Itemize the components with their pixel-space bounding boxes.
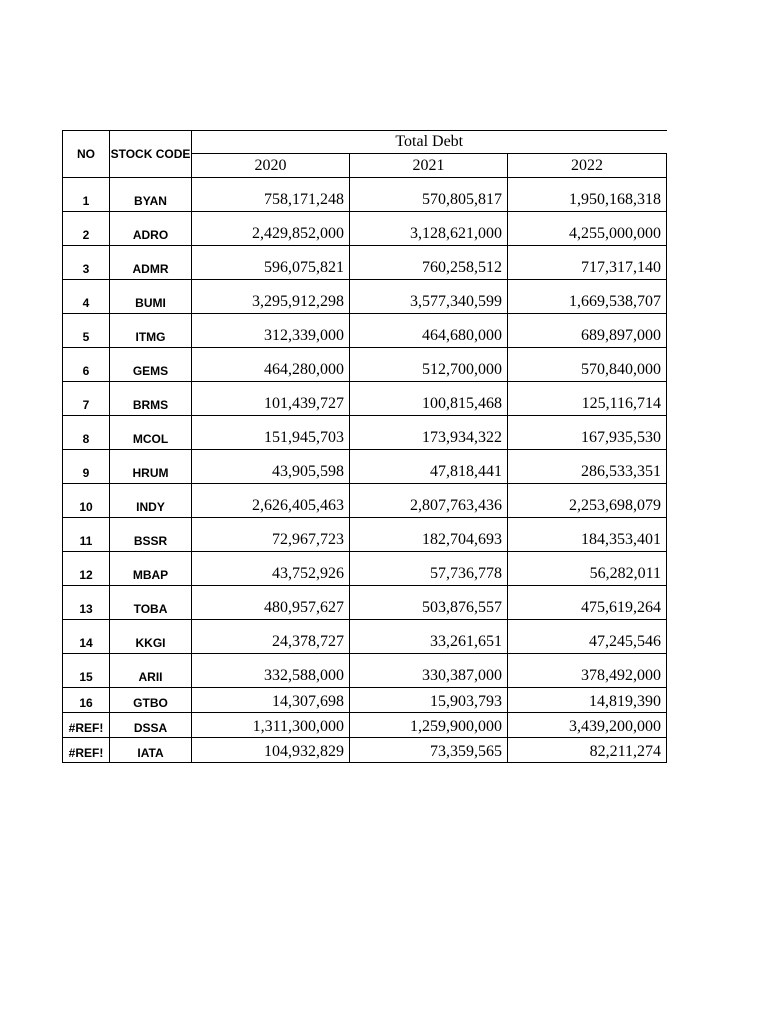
cell-2020: 104,932,829	[192, 738, 350, 763]
cell-stock-code: BYAN	[110, 178, 192, 212]
cell-stock-code: GTBO	[110, 688, 192, 713]
cell-2021: 57,736,778	[350, 552, 508, 586]
cell-2021: 33,261,651	[350, 620, 508, 654]
cell-2020: 2,429,852,000	[192, 212, 350, 246]
cell-2020: 151,945,703	[192, 416, 350, 450]
cell-2022: 717,317,140	[508, 246, 667, 280]
cell-2022: 14,819,390	[508, 688, 667, 713]
cell-2022: 570,840,000	[508, 348, 667, 382]
cell-no: 4	[63, 280, 110, 314]
cell-no: #REF!	[63, 713, 110, 738]
table-row	[63, 212, 667, 246]
cell-2022: 4,255,000,000	[508, 212, 667, 246]
cell-2020: 24,378,727	[192, 620, 350, 654]
cell-stock-code: ADRO	[110, 212, 192, 246]
cell-stock-code: IATA	[110, 738, 192, 763]
cell-2020: 43,752,926	[192, 552, 350, 586]
table-row	[63, 382, 667, 416]
cell-2022: 56,282,011	[508, 552, 667, 586]
table-row	[63, 620, 667, 654]
cell-no: 7	[63, 382, 110, 416]
cell-2022: 1,950,168,318	[508, 178, 667, 212]
cell-2021: 182,704,693	[350, 518, 508, 552]
total-debt-table-container	[62, 130, 666, 763]
header-no: NO	[63, 131, 110, 178]
cell-2022: 1,669,538,707	[508, 280, 667, 314]
cell-2022: 184,353,401	[508, 518, 667, 552]
cell-2020: 1,311,300,000	[192, 713, 350, 738]
cell-no: 13	[63, 586, 110, 620]
cell-no: 6	[63, 348, 110, 382]
cell-no: 12	[63, 552, 110, 586]
cell-2022: 125,116,714	[508, 382, 667, 416]
cell-2020: 101,439,727	[192, 382, 350, 416]
cell-2022: 3,439,200,000	[508, 713, 667, 738]
cell-2021: 1,259,900,000	[350, 713, 508, 738]
table-row	[63, 518, 667, 552]
cell-2022: 167,935,530	[508, 416, 667, 450]
cell-no: 8	[63, 416, 110, 450]
cell-2020: 464,280,000	[192, 348, 350, 382]
cell-2020: 596,075,821	[192, 246, 350, 280]
cell-2022: 82,211,274	[508, 738, 667, 763]
cell-2021: 3,577,340,599	[350, 280, 508, 314]
cell-2020: 43,905,598	[192, 450, 350, 484]
cell-2020: 2,626,405,463	[192, 484, 350, 518]
header-year-2022: 2022	[508, 154, 667, 178]
cell-stock-code: ADMR	[110, 246, 192, 280]
table-row	[63, 280, 667, 314]
header-year-2020: 2020	[192, 154, 350, 178]
cell-2022: 475,619,264	[508, 586, 667, 620]
cell-2021: 73,359,565	[350, 738, 508, 763]
cell-no: 1	[63, 178, 110, 212]
cell-no: 11	[63, 518, 110, 552]
cell-stock-code: GEMS	[110, 348, 192, 382]
cell-2020: 480,957,627	[192, 586, 350, 620]
cell-2020: 3,295,912,298	[192, 280, 350, 314]
cell-2020: 72,967,723	[192, 518, 350, 552]
cell-2021: 570,805,817	[350, 178, 508, 212]
cell-no: 9	[63, 450, 110, 484]
cell-2021: 512,700,000	[350, 348, 508, 382]
cell-no: 16	[63, 688, 110, 713]
cell-2021: 464,680,000	[350, 314, 508, 348]
cell-2021: 47,818,441	[350, 450, 508, 484]
cell-no: 2	[63, 212, 110, 246]
table-row	[63, 416, 667, 450]
table-row	[63, 713, 667, 738]
table-row	[63, 450, 667, 484]
cell-2021: 330,387,000	[350, 654, 508, 688]
table-row	[63, 314, 667, 348]
cell-no: 14	[63, 620, 110, 654]
cell-stock-code: MCOL	[110, 416, 192, 450]
total-debt-table	[62, 130, 667, 763]
cell-stock-code: ITMG	[110, 314, 192, 348]
cell-2021: 100,815,468	[350, 382, 508, 416]
cell-2022: 2,253,698,079	[508, 484, 667, 518]
cell-stock-code: INDY	[110, 484, 192, 518]
cell-no: 3	[63, 246, 110, 280]
cell-stock-code: BUMI	[110, 280, 192, 314]
cell-stock-code: DSSA	[110, 713, 192, 738]
table-row	[63, 688, 667, 713]
table-row	[63, 586, 667, 620]
cell-no: 5	[63, 314, 110, 348]
cell-2021: 3,128,621,000	[350, 212, 508, 246]
table-row	[63, 246, 667, 280]
cell-2021: 173,934,322	[350, 416, 508, 450]
cell-stock-code: MBAP	[110, 552, 192, 586]
cell-2022: 47,245,546	[508, 620, 667, 654]
cell-stock-code: ARII	[110, 654, 192, 688]
header-stock-code: STOCK CODE	[110, 131, 192, 178]
cell-2020: 758,171,248	[192, 178, 350, 212]
table-row	[63, 178, 667, 212]
header-total-debt: Total Debt	[192, 131, 667, 154]
cell-2020: 332,588,000	[192, 654, 350, 688]
cell-stock-code: BSSR	[110, 518, 192, 552]
table-row	[63, 552, 667, 586]
cell-2022: 286,533,351	[508, 450, 667, 484]
cell-no: #REF!	[63, 738, 110, 763]
table-row	[63, 654, 667, 688]
table-row	[63, 348, 667, 382]
table-row	[63, 738, 667, 763]
cell-stock-code: HRUM	[110, 450, 192, 484]
cell-2021: 503,876,557	[350, 586, 508, 620]
cell-no: 10	[63, 484, 110, 518]
cell-2022: 689,897,000	[508, 314, 667, 348]
cell-2020: 14,307,698	[192, 688, 350, 713]
cell-2021: 2,807,763,436	[350, 484, 508, 518]
cell-stock-code: TOBA	[110, 586, 192, 620]
cell-2021: 15,903,793	[350, 688, 508, 713]
cell-no: 15	[63, 654, 110, 688]
cell-2020: 312,339,000	[192, 314, 350, 348]
header-year-2021: 2021	[350, 154, 508, 178]
cell-stock-code: KKGI	[110, 620, 192, 654]
cell-2022: 378,492,000	[508, 654, 667, 688]
cell-2021: 760,258,512	[350, 246, 508, 280]
table-row	[63, 484, 667, 518]
cell-stock-code: BRMS	[110, 382, 192, 416]
